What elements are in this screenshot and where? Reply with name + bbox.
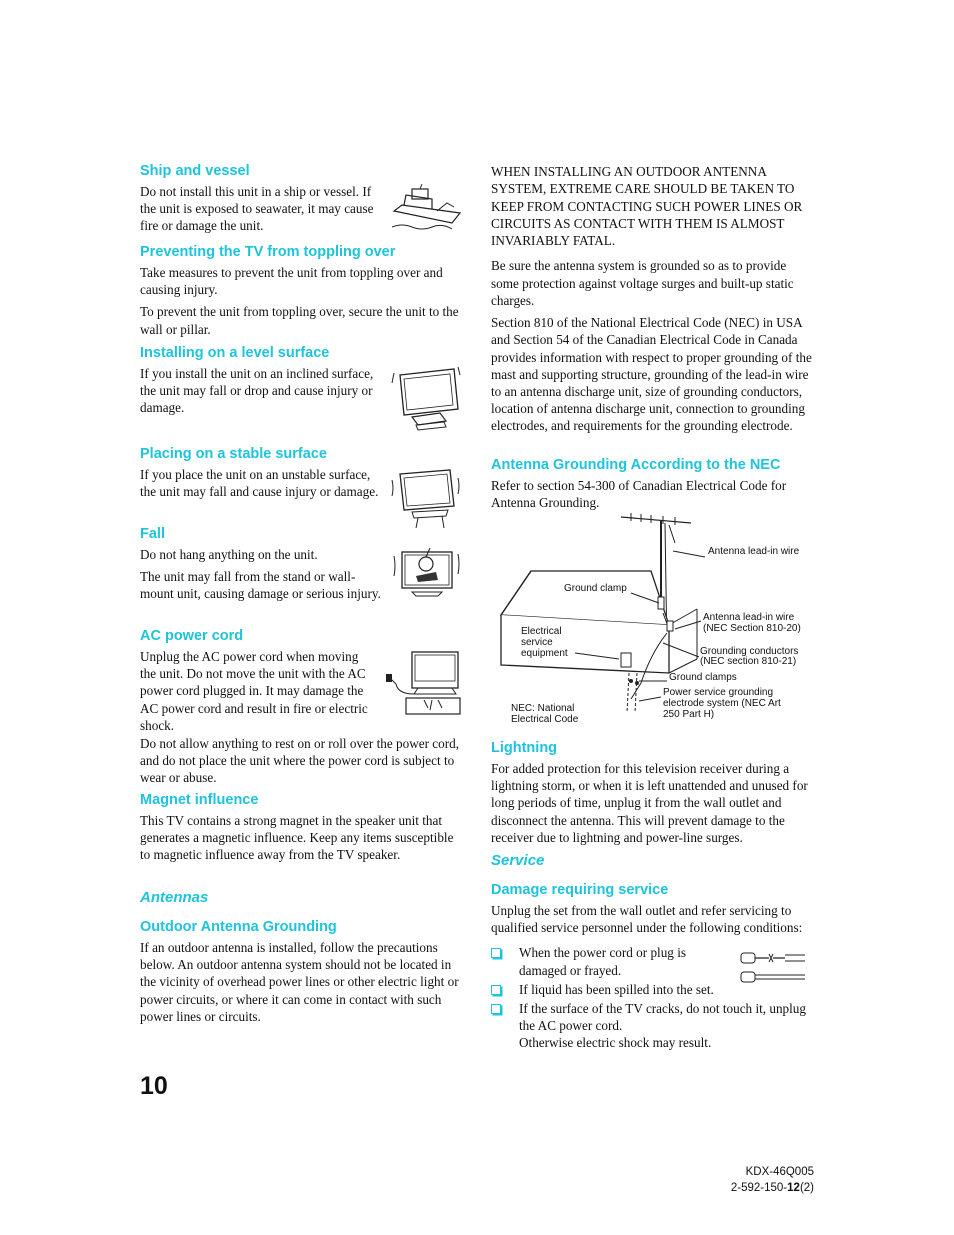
checkbox-bullet-icon — [491, 1004, 501, 1014]
damage-conditions-list — [491, 944, 813, 1051]
section-warning-caps — [491, 163, 813, 440]
stable-text: If you place the unit on an unstable surface, the unit may fall and cause injury or damage. — [140, 467, 379, 500]
level-text: If you install the unit on an inclined surface, the unit may fall or drop and cause injury or damage. — [140, 366, 374, 416]
label-electrical-1: Electrical — [521, 626, 562, 637]
section-ship — [140, 163, 462, 240]
label-electrical-3: equipment — [521, 648, 568, 659]
magnet-text: This TV contains a strong magnet in the speaker unit that generates a magnetic influence. Keep any items susceptible to magnetic influence away from the TV speaker. — [140, 813, 454, 863]
label-ground-clamps: Ground clamps — [669, 672, 737, 683]
ac-text-2: Do not allow anything to rest on or roll over the power cord, and do not place the unit where the power cord is subject to wear or abuse. — [140, 736, 459, 786]
label-electrical-2: service — [521, 637, 553, 648]
label-lead-in-nec-1: Antenna lead-in wire — [703, 612, 795, 623]
list-item: If liquid has been spilled into the set. — [491, 981, 813, 998]
level-heading: Installing on a level surface — [140, 345, 330, 361]
section-stable — [140, 446, 462, 530]
section-lightning — [491, 740, 813, 851]
damage-text: Unplug the set from the wall outlet and refer servicing to qualified service personnel under the following conditions: — [491, 903, 803, 936]
checkbox-bullet-icon — [491, 985, 501, 995]
footer-code: 2-592-150-12(2) — [730, 1182, 814, 1194]
service-title: Service — [491, 852, 545, 869]
page-number: 10 — [140, 1072, 168, 1100]
lightning-heading: Lightning — [491, 740, 558, 756]
toppling-heading: Preventing the TV from toppling over — [140, 244, 396, 260]
outdoor-text: If an outdoor antenna is installed, follow the precautions below. An outdoor antenna system should not be located in the vicinity of overhead power lines or other electric light or power circuits, or where it can come in contact with such power lines or circuits. — [140, 940, 459, 1024]
magnet-heading: Magnet influence — [140, 792, 259, 808]
label-antenna-lead-in: Antenna lead-in wire — [708, 546, 800, 557]
label-power-service-2: electrode system (NEC Art — [663, 698, 781, 709]
section-service — [491, 852, 813, 1054]
plug-icon — [739, 969, 809, 985]
label-lead-in-nec-2: (NEC Section 810-20) — [703, 623, 801, 634]
damage-item-3-extra: Otherwise electric shock may result. — [519, 1035, 712, 1051]
nec-text: Refer to section 54-300 of Canadian Electrical Code for Antenna Grounding. — [491, 478, 787, 511]
toppling-text-2: To prevent the unit from toppling over, secure the unit to the wall or pillar. — [140, 304, 459, 337]
ship-heading: Ship and vessel — [140, 163, 250, 179]
inclined-tv-icon — [390, 365, 462, 431]
hanging-object-tv-icon — [390, 546, 462, 602]
label-ground-clamp: Ground clamp — [564, 583, 627, 594]
ship-illustration-icon — [392, 183, 462, 233]
nec-heading: Antenna Grounding According to the NEC — [491, 457, 781, 473]
label-grounding-conductors-2: (NEC section 810-21) — [700, 656, 797, 667]
section-fall — [140, 526, 462, 608]
lightning-text: For added protection for this television receiver during a lightning storm, or when it is left unattended and unused for long periods of time, unplug it from the wall outlet and disconnect the antenna. This will prevent damage to the receiver due to lightning and power-line surges. — [491, 761, 808, 845]
section-antennas — [140, 889, 462, 1030]
unstable-tv-icon — [390, 466, 462, 530]
power-cord-tv-icon — [384, 648, 462, 718]
section-magnet — [140, 792, 462, 869]
fall-text-1: Do not hang anything on the unit. — [140, 547, 318, 562]
antennas-title: Antennas — [140, 889, 209, 906]
section-level — [140, 345, 462, 431]
section-ac-power-cord — [140, 628, 462, 792]
list-item: If the surface of the TV cracks, do not touch it, unplug the AC power cord. Otherwise electric shock may result. — [491, 1000, 813, 1052]
label-nec-1: NEC: National — [511, 703, 575, 714]
label-grounding-conductors-1: Grounding conductors — [700, 646, 799, 657]
stable-heading: Placing on a stable surface — [140, 446, 327, 462]
footer-model: KDX-46Q005 — [745, 1166, 814, 1178]
list-item: When the power cord or plug is damaged or frayed. — [491, 944, 813, 978]
antenna-grounding-diagram — [491, 513, 813, 727]
ac-heading: AC power cord — [140, 628, 244, 644]
checkbox-bullet-icon — [491, 948, 501, 958]
footer — [731, 1164, 814, 1196]
section-nec — [491, 457, 813, 516]
label-nec-2: Electrical Code — [511, 714, 579, 725]
outdoor-heading: Outdoor Antenna Grounding — [140, 919, 337, 935]
ship-text: Do not install this unit in a ship or vessel. If the unit is exposed to seawater, it may cause fire or damage the unit. — [140, 184, 374, 234]
section-toppling — [140, 244, 462, 343]
ac-text-1: Unplug the AC power cord when moving the unit. Do not move the unit with the AC power cord plugged in. It may damage the AC power cord and result in fire or electric shock. — [140, 649, 368, 733]
fall-heading: Fall — [140, 526, 165, 542]
grounding-text-2: Section 810 of the National Electrical Code (NEC) in USA and Section 54 of the Canadian Electrical Code in Canada provides information with respect to proper grounding of the mast and supporting structure, grounding of the lead-in wire to an antenna discharge unit, size of grounding conductors, location of antenna discharge unit, connection to grounding electrodes, and requirements for the grounding electrode. — [491, 315, 812, 434]
label-power-service-3: 250 Part H) — [663, 709, 715, 720]
antenna-warning-text: WHEN INSTALLING AN OUTDOOR ANTENNA SYSTEM, EXTREME CARE SHOULD BE TAKEN TO KEEP FROM CONTACTING SUCH POWER LINES OR CIRCUITS AS CONTACT WITH THEM IS ALMOST INVARIABLY FATAL. — [491, 164, 803, 249]
grounding-text-1: Be sure the antenna system is grounded so as to provide some protection against voltage surges and built-up static charges. — [491, 258, 794, 308]
toppling-text-1: Take measures to prevent the unit from toppling over and causing injury. — [140, 265, 443, 298]
damage-heading: Damage requiring service — [491, 882, 669, 898]
label-power-service-1: Power service grounding — [663, 687, 774, 698]
damaged-plug-icon — [739, 950, 809, 966]
fall-text-2: The unit may fall from the stand or wall-mount unit, causing damage or serious injury. — [140, 569, 381, 602]
